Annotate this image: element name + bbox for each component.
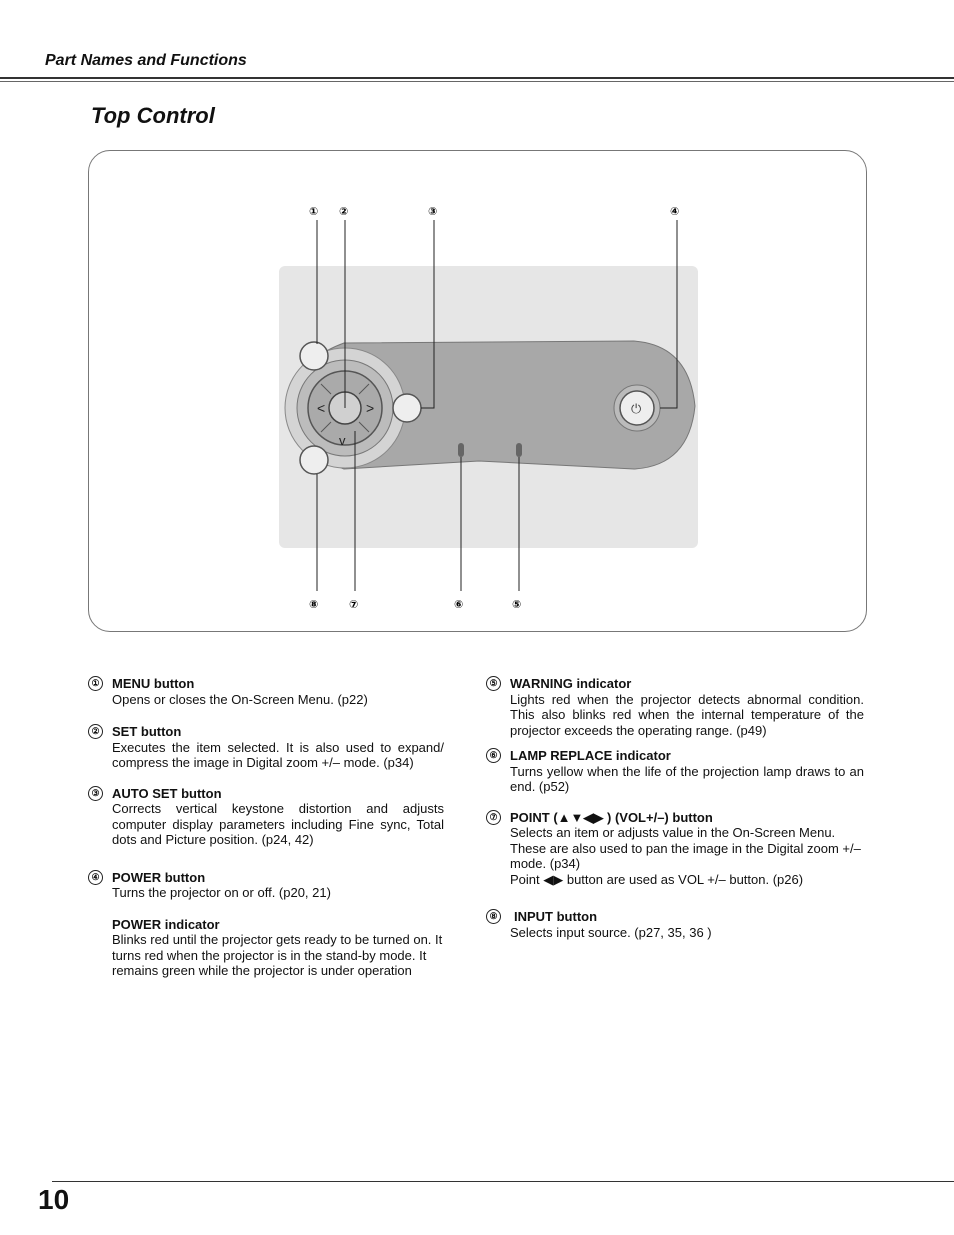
item-label: INPUT button — [514, 909, 598, 924]
item-description: Corrects vertical keystone distortion and adjusts computer display parameters including Fine sync, Total dots and Picture position. (p24, 42) — [112, 801, 444, 847]
item-description: Selects input source. (p27, 35, 36 ) — [510, 924, 712, 940]
auto-set-button — [393, 394, 421, 422]
control-panel-diagram — [89, 151, 866, 631]
item-number: ⑧ — [486, 909, 501, 924]
item-number: ⑤ — [486, 676, 501, 691]
callout-3: ③ — [428, 205, 438, 218]
item-label: LAMP REPLACE indicator — [510, 748, 671, 763]
right-column — [486, 676, 864, 940]
item-lamp-replace-indicator — [486, 748, 864, 795]
item-number: ③ — [88, 786, 103, 801]
item-description: Opens or closes the On-Screen Menu. (p22) — [112, 691, 368, 707]
header-rule — [0, 77, 954, 79]
footer-rule — [52, 1181, 954, 1182]
callout-4: ④ — [670, 205, 680, 218]
menu-button — [300, 342, 328, 370]
item-description-vol: Point ◀▶ button are used as VOL +/– button. (p26) — [510, 871, 804, 887]
item-set-button — [88, 724, 444, 771]
item-label: MENU button — [112, 676, 195, 691]
warning-indicator — [516, 443, 522, 457]
item-auto-set-button — [88, 786, 444, 848]
item-point-button — [486, 810, 864, 888]
callout-7: ⑦ — [349, 598, 359, 611]
down-arrow-icon: v — [339, 433, 346, 448]
callout-6: ⑥ — [454, 598, 464, 611]
callout-5: ⑤ — [512, 598, 522, 611]
item-number: ⑦ — [486, 810, 501, 825]
item-input-button — [486, 909, 864, 940]
right-arrow-icon: > — [366, 400, 375, 416]
header-rule-thin — [0, 81, 954, 82]
section-header: Part Names and Functions — [45, 52, 247, 69]
item-description: Lights red when the projector detects abnormal condition. This also blinks red when the internal temperature of the projector exceeds the operating range. (p49) — [510, 691, 864, 738]
page-number: 10 — [38, 1184, 70, 1215]
item-label: AUTO SET button — [112, 785, 222, 801]
item-label: WARNING indicator — [510, 676, 632, 691]
left-column — [88, 676, 444, 979]
item-number: ④ — [88, 870, 103, 885]
callout-1: ① — [309, 205, 319, 218]
callout-8: ⑧ — [309, 598, 319, 611]
item-description: Turns yellow when the life of the projection lamp draws to an end. (p52) — [510, 763, 864, 794]
lamp-replace-indicator — [458, 443, 464, 457]
power-indicator-label: POWER indicator — [112, 916, 220, 932]
callout-2: ② — [339, 205, 349, 218]
top-control-figure — [88, 150, 867, 632]
item-label: SET button — [112, 724, 182, 739]
item-number: ① — [88, 676, 103, 691]
item-number: ② — [88, 724, 103, 739]
item-label: POINT (▲▼◀▶ ) (VOL+/–) button — [510, 809, 713, 825]
left-arrow-icon: < — [317, 400, 326, 416]
power-icon: ⏻ — [631, 401, 642, 416]
item-description: Selects an item or adjusts value in the On-Screen Menu. These are also used to pan the image in the Digital zoom +/– mode. (p34) — [510, 825, 861, 871]
power-indicator-description: Blinks red until the projector gets ready to be turned on. It turns red when the projector is in the stand-by mode. It remains green while the projector is under operation — [112, 932, 443, 978]
page-title: Top Control — [91, 103, 215, 128]
item-warning-indicator — [486, 676, 864, 738]
input-button — [300, 446, 328, 474]
item-description: Executes the item selected. It is also used to expand/ compress the image in Digital zoom +/– mode. (p34) — [112, 739, 444, 770]
item-number: ⑥ — [486, 748, 501, 763]
item-description: Turns the projector on or off. (p20, 21) — [112, 885, 331, 900]
item-label: POWER button — [112, 869, 206, 885]
item-menu-button — [88, 676, 444, 707]
item-power-button — [88, 870, 444, 979]
